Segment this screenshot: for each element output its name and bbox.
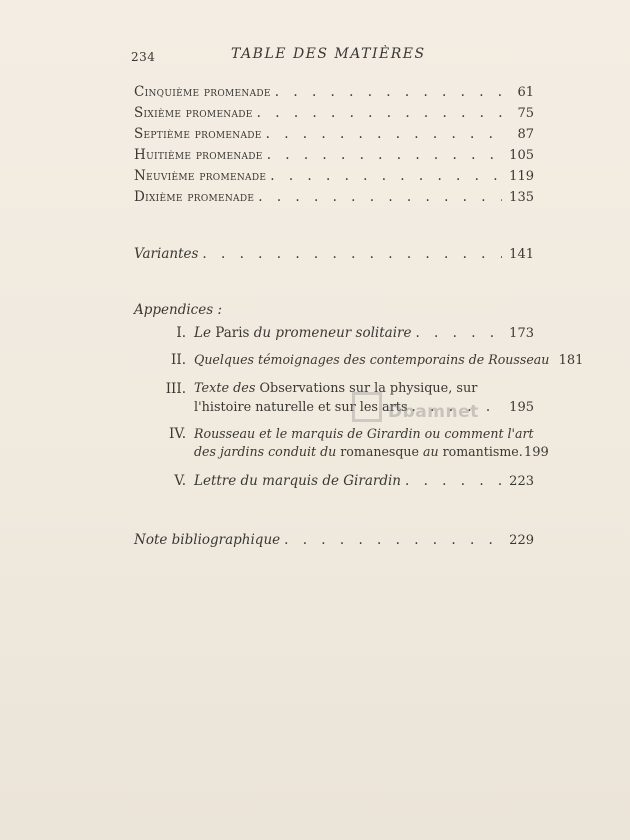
toc-page-number: 141 (509, 247, 534, 262)
appendix-numeral: II. (171, 352, 186, 368)
toc-page-number: 119 (509, 169, 534, 184)
running-head (131, 46, 531, 66)
appendices-label: Appendices : (134, 302, 222, 318)
toc-title: Septième promenade (134, 126, 262, 142)
toc-title: Variantes (134, 246, 199, 262)
appendix-numeral: III. (165, 381, 186, 397)
leader-dots (405, 472, 502, 490)
appendix-entry-5 (134, 472, 534, 490)
appendix-entry-2 (134, 351, 584, 369)
toc-page-number: 229 (509, 533, 534, 548)
appendix-title: Lettre du marquis de Girardin (194, 473, 401, 489)
leader-dots (284, 531, 502, 549)
appendix-title: Quelques témoignages des contemporains de Rousseau (194, 352, 550, 367)
toc-page-number: 223 (509, 474, 534, 489)
leader-dots (270, 167, 502, 185)
toc-page-number: 87 (517, 127, 534, 142)
appendix-entry-4 (134, 425, 549, 461)
toc-page-number: 181 (558, 353, 584, 368)
appendix-numeral: V. (174, 473, 186, 489)
toc-entry-sixieme (134, 104, 534, 123)
leader-dots (257, 104, 502, 122)
leader-dots (266, 125, 502, 143)
watermark-box-icon (352, 392, 382, 422)
leader-dots (275, 83, 502, 101)
appendix-numeral: I. (176, 325, 186, 341)
toc-page-number: 173 (509, 326, 534, 341)
watermark-logo (352, 392, 479, 448)
toc-title: Huitième promenade (134, 147, 263, 163)
toc-entry-note (134, 531, 534, 550)
toc-page-number: 105 (509, 148, 534, 163)
appendix-title-line-1: Texte des Observations sur la physique, sur (194, 381, 478, 396)
leader-dots (258, 188, 502, 206)
toc-entry-neuvieme (134, 167, 534, 186)
appendix-title-line-1: Rousseau et le marquis de Girardin ou comment l'art (194, 426, 534, 441)
toc-entry-variantes (134, 245, 534, 264)
appendix-title: Le Paris du promeneur solitaire (194, 325, 412, 341)
toc-entry-huitieme (134, 146, 534, 165)
toc-page-number: 75 (517, 106, 534, 121)
toc-entry-dixieme (134, 188, 534, 207)
toc-title: Cinquième promenade (134, 84, 271, 100)
toc-page-number: 199 (523, 445, 549, 460)
toc-title: Sixième promenade (134, 105, 253, 121)
appendix-entry-1 (134, 324, 534, 342)
leader-dots (267, 146, 502, 164)
toc-page-number: 61 (517, 85, 534, 100)
toc-entry-cinquieme (134, 83, 534, 102)
toc-title: Dixième promenade (134, 189, 255, 205)
toc-entry-septieme (134, 125, 534, 144)
running-title: TABLE DES MATIÈRES (231, 46, 426, 62)
page-number: 234 (131, 50, 156, 64)
leader-dots (202, 245, 502, 263)
toc-page-number: 195 (509, 400, 534, 415)
watermark-text: Dbamnet (388, 402, 479, 422)
toc-title: Neuvième promenade (134, 168, 267, 184)
appendix-numeral: IV. (168, 426, 186, 442)
appendix-title-line-2: l'histoire naturelle et sur les arts (194, 400, 408, 415)
appendix-title-line-2: des jardins conduit du romanesque au romantisme. (194, 444, 523, 459)
leader-dots (415, 324, 502, 342)
toc-title: Note bibliographique (134, 532, 281, 548)
toc-page-number: 135 (509, 190, 534, 205)
